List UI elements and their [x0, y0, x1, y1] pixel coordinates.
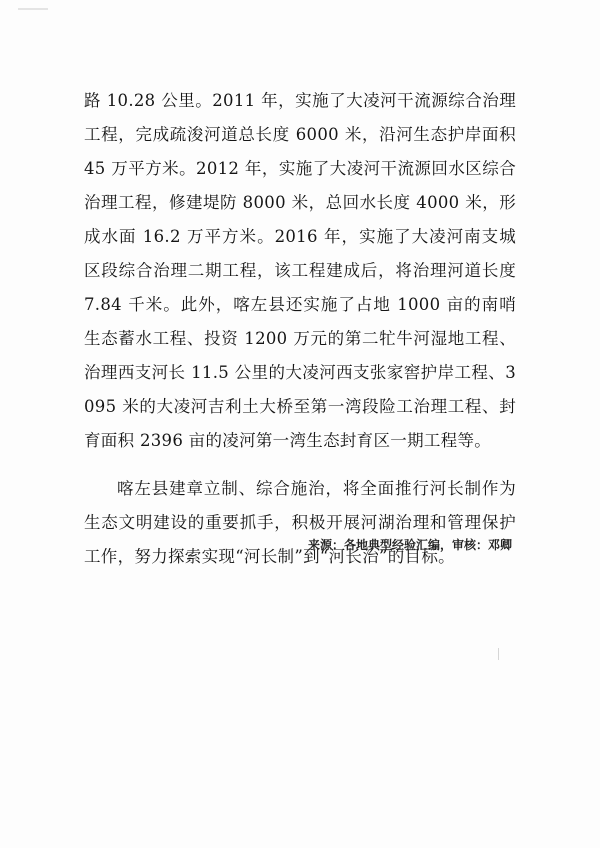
scan-speck [498, 648, 499, 660]
source-attribution: 来源：各地典型经验汇编，审核：邓卿 [307, 538, 512, 552]
paragraph-projects: 路 10.28 公里。2011 年，实施了大凌河干流源综合治理工程，完成疏浚河道总长度 6000 米，沿河生态护岸面积 45 万平方米。2012 年，实施了大凌河干流源回水区综合治理工程，修建堤防 8000 米，总回水长度 4000 米，形成水面 16.2 万平方米。2016 年，实施了大凌河南支城区段综合治理二期工程，该工程建成后，将治理河道长度 7.84 千米。此外，喀左县还实施了占地 1000 亩的南哨生态蓄水工程、投资 1200 万元的第二牤牛河湿地工程、治理西支河长 11.5 公里的大凌河西支张家窖护岸工程、3095 米的大凌河吉利土大桥至第一湾段险工治理工程、封育面积 2396 亩的凌河第一湾生态封育区一期工程等。 [84, 91, 516, 450]
document-body [84, 84, 516, 574]
scan-artifact [18, 8, 48, 10]
paragraph-conclusion: 喀左县建章立制、综合施治，将全面推行河长制作为生态文明建设的重要抓手，积极开展河湖治理和管理保护工作，努力探索实现“河长制”到“河长治”的目标。 [84, 479, 516, 566]
